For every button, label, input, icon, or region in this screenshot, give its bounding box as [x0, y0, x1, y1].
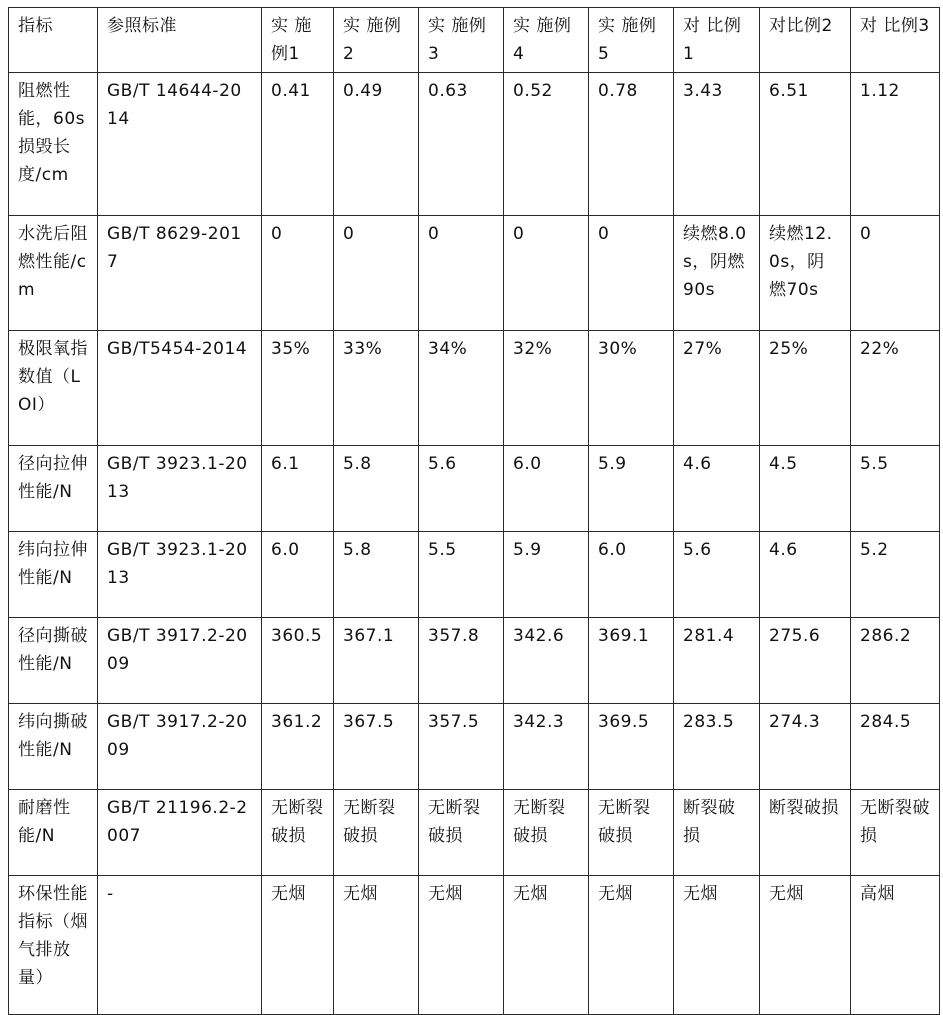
header-cell: 实 施例1: [262, 8, 334, 73]
standard-cell: GB/T 3923.1-2013: [98, 446, 262, 532]
value-cell: 6.1: [262, 446, 334, 532]
value-cell: 0: [504, 216, 589, 331]
header-cell: 对 比例3: [851, 8, 940, 73]
value-cell: 5.9: [589, 446, 674, 532]
value-cell: 6.0: [504, 446, 589, 532]
value-cell: 284.5: [851, 704, 940, 790]
value-cell: 27%: [674, 331, 760, 446]
value-cell: 367.1: [334, 618, 419, 704]
header-cell: 实 施例3: [419, 8, 504, 73]
standard-cell: GB/T 3917.2-2009: [98, 618, 262, 704]
header-cell: 对 比例1: [674, 8, 760, 73]
header-cell: 实 施例4: [504, 8, 589, 73]
value-cell: 35%: [262, 331, 334, 446]
header-row: [9, 8, 940, 73]
table-row: [9, 618, 940, 704]
table-row: [9, 216, 940, 331]
value-cell: 无烟: [334, 876, 419, 1015]
value-cell: 342.3: [504, 704, 589, 790]
standard-cell: GB/T5454-2014: [98, 331, 262, 446]
value-cell: 续燃12.0s，阴燃70s: [760, 216, 851, 331]
value-cell: 6.51: [760, 73, 851, 216]
value-cell: 281.4: [674, 618, 760, 704]
standard-cell: -: [98, 876, 262, 1015]
value-cell: 无烟: [504, 876, 589, 1015]
metric-cell: 极限氧指数值（LOI）: [9, 331, 98, 446]
value-cell: 30%: [589, 331, 674, 446]
value-cell: 0.41: [262, 73, 334, 216]
value-cell: 5.5: [419, 532, 504, 618]
standard-cell: GB/T 3923.1-2013: [98, 532, 262, 618]
value-cell: 34%: [419, 331, 504, 446]
value-cell: 0: [851, 216, 940, 331]
value-cell: 342.6: [504, 618, 589, 704]
metric-cell: 阻燃性能，60s损毁长度/cm: [9, 73, 98, 216]
value-cell: 0.52: [504, 73, 589, 216]
value-cell: 5.6: [674, 532, 760, 618]
value-cell: 3.43: [674, 73, 760, 216]
header-cell: 实 施例5: [589, 8, 674, 73]
header-cell: 参照标准: [98, 8, 262, 73]
value-cell: 360.5: [262, 618, 334, 704]
table-row: [9, 790, 940, 876]
value-cell: 0: [419, 216, 504, 331]
metric-cell: 径向拉伸性能/N: [9, 446, 98, 532]
value-cell: 0.78: [589, 73, 674, 216]
value-cell: 369.1: [589, 618, 674, 704]
value-cell: 4.6: [674, 446, 760, 532]
value-cell: 5.2: [851, 532, 940, 618]
value-cell: 无烟: [419, 876, 504, 1015]
value-cell: 5.5: [851, 446, 940, 532]
value-cell: 369.5: [589, 704, 674, 790]
value-cell: 无断裂破损: [262, 790, 334, 876]
value-cell: 续燃8.0s，阴燃90s: [674, 216, 760, 331]
value-cell: 无烟: [760, 876, 851, 1015]
value-cell: 高烟: [851, 876, 940, 1015]
value-cell: 22%: [851, 331, 940, 446]
value-cell: 无断裂破损: [589, 790, 674, 876]
table-row: [9, 331, 940, 446]
value-cell: 0: [334, 216, 419, 331]
value-cell: 断裂破损: [674, 790, 760, 876]
standard-cell: GB/T 21196.2-2007: [98, 790, 262, 876]
table-row: [9, 704, 940, 790]
header-cell: 实 施例2: [334, 8, 419, 73]
value-cell: 5.9: [504, 532, 589, 618]
value-cell: 367.5: [334, 704, 419, 790]
value-cell: 无断裂破损: [334, 790, 419, 876]
performance-table: [8, 7, 940, 1015]
value-cell: 5.8: [334, 446, 419, 532]
table-row: [9, 446, 940, 532]
metric-cell: 环保性能指标（烟气排放量）: [9, 876, 98, 1015]
metric-cell: 纬向拉伸性能/N: [9, 532, 98, 618]
value-cell: 33%: [334, 331, 419, 446]
value-cell: 4.6: [760, 532, 851, 618]
value-cell: 0.63: [419, 73, 504, 216]
value-cell: 无烟: [262, 876, 334, 1015]
header-cell: 指标: [9, 8, 98, 73]
value-cell: 无烟: [589, 876, 674, 1015]
value-cell: 25%: [760, 331, 851, 446]
table-row: [9, 532, 940, 618]
standard-cell: GB/T 3917.2-2009: [98, 704, 262, 790]
value-cell: 361.2: [262, 704, 334, 790]
value-cell: 357.8: [419, 618, 504, 704]
metric-cell: 耐磨性能/N: [9, 790, 98, 876]
value-cell: 无断裂破损: [419, 790, 504, 876]
value-cell: 无烟: [674, 876, 760, 1015]
value-cell: 6.0: [262, 532, 334, 618]
value-cell: 4.5: [760, 446, 851, 532]
value-cell: 275.6: [760, 618, 851, 704]
header-cell: 对比例2: [760, 8, 851, 73]
value-cell: 无断裂破损: [851, 790, 940, 876]
metric-cell: 水洗后阻燃性能/cm: [9, 216, 98, 331]
value-cell: 6.0: [589, 532, 674, 618]
standard-cell: GB/T 14644-2014: [98, 73, 262, 216]
value-cell: 32%: [504, 331, 589, 446]
table-row: [9, 73, 940, 216]
value-cell: 283.5: [674, 704, 760, 790]
value-cell: 1.12: [851, 73, 940, 216]
standard-cell: GB/T 8629-2017: [98, 216, 262, 331]
metric-cell: 径向撕破性能/N: [9, 618, 98, 704]
value-cell: 5.6: [419, 446, 504, 532]
value-cell: 0.49: [334, 73, 419, 216]
value-cell: 无断裂破损: [504, 790, 589, 876]
value-cell: 0: [589, 216, 674, 331]
value-cell: 断裂破损: [760, 790, 851, 876]
table-row: [9, 876, 940, 1015]
value-cell: 0: [262, 216, 334, 331]
value-cell: 274.3: [760, 704, 851, 790]
value-cell: 286.2: [851, 618, 940, 704]
value-cell: 357.5: [419, 704, 504, 790]
value-cell: 5.8: [334, 532, 419, 618]
metric-cell: 纬向撕破性能/N: [9, 704, 98, 790]
